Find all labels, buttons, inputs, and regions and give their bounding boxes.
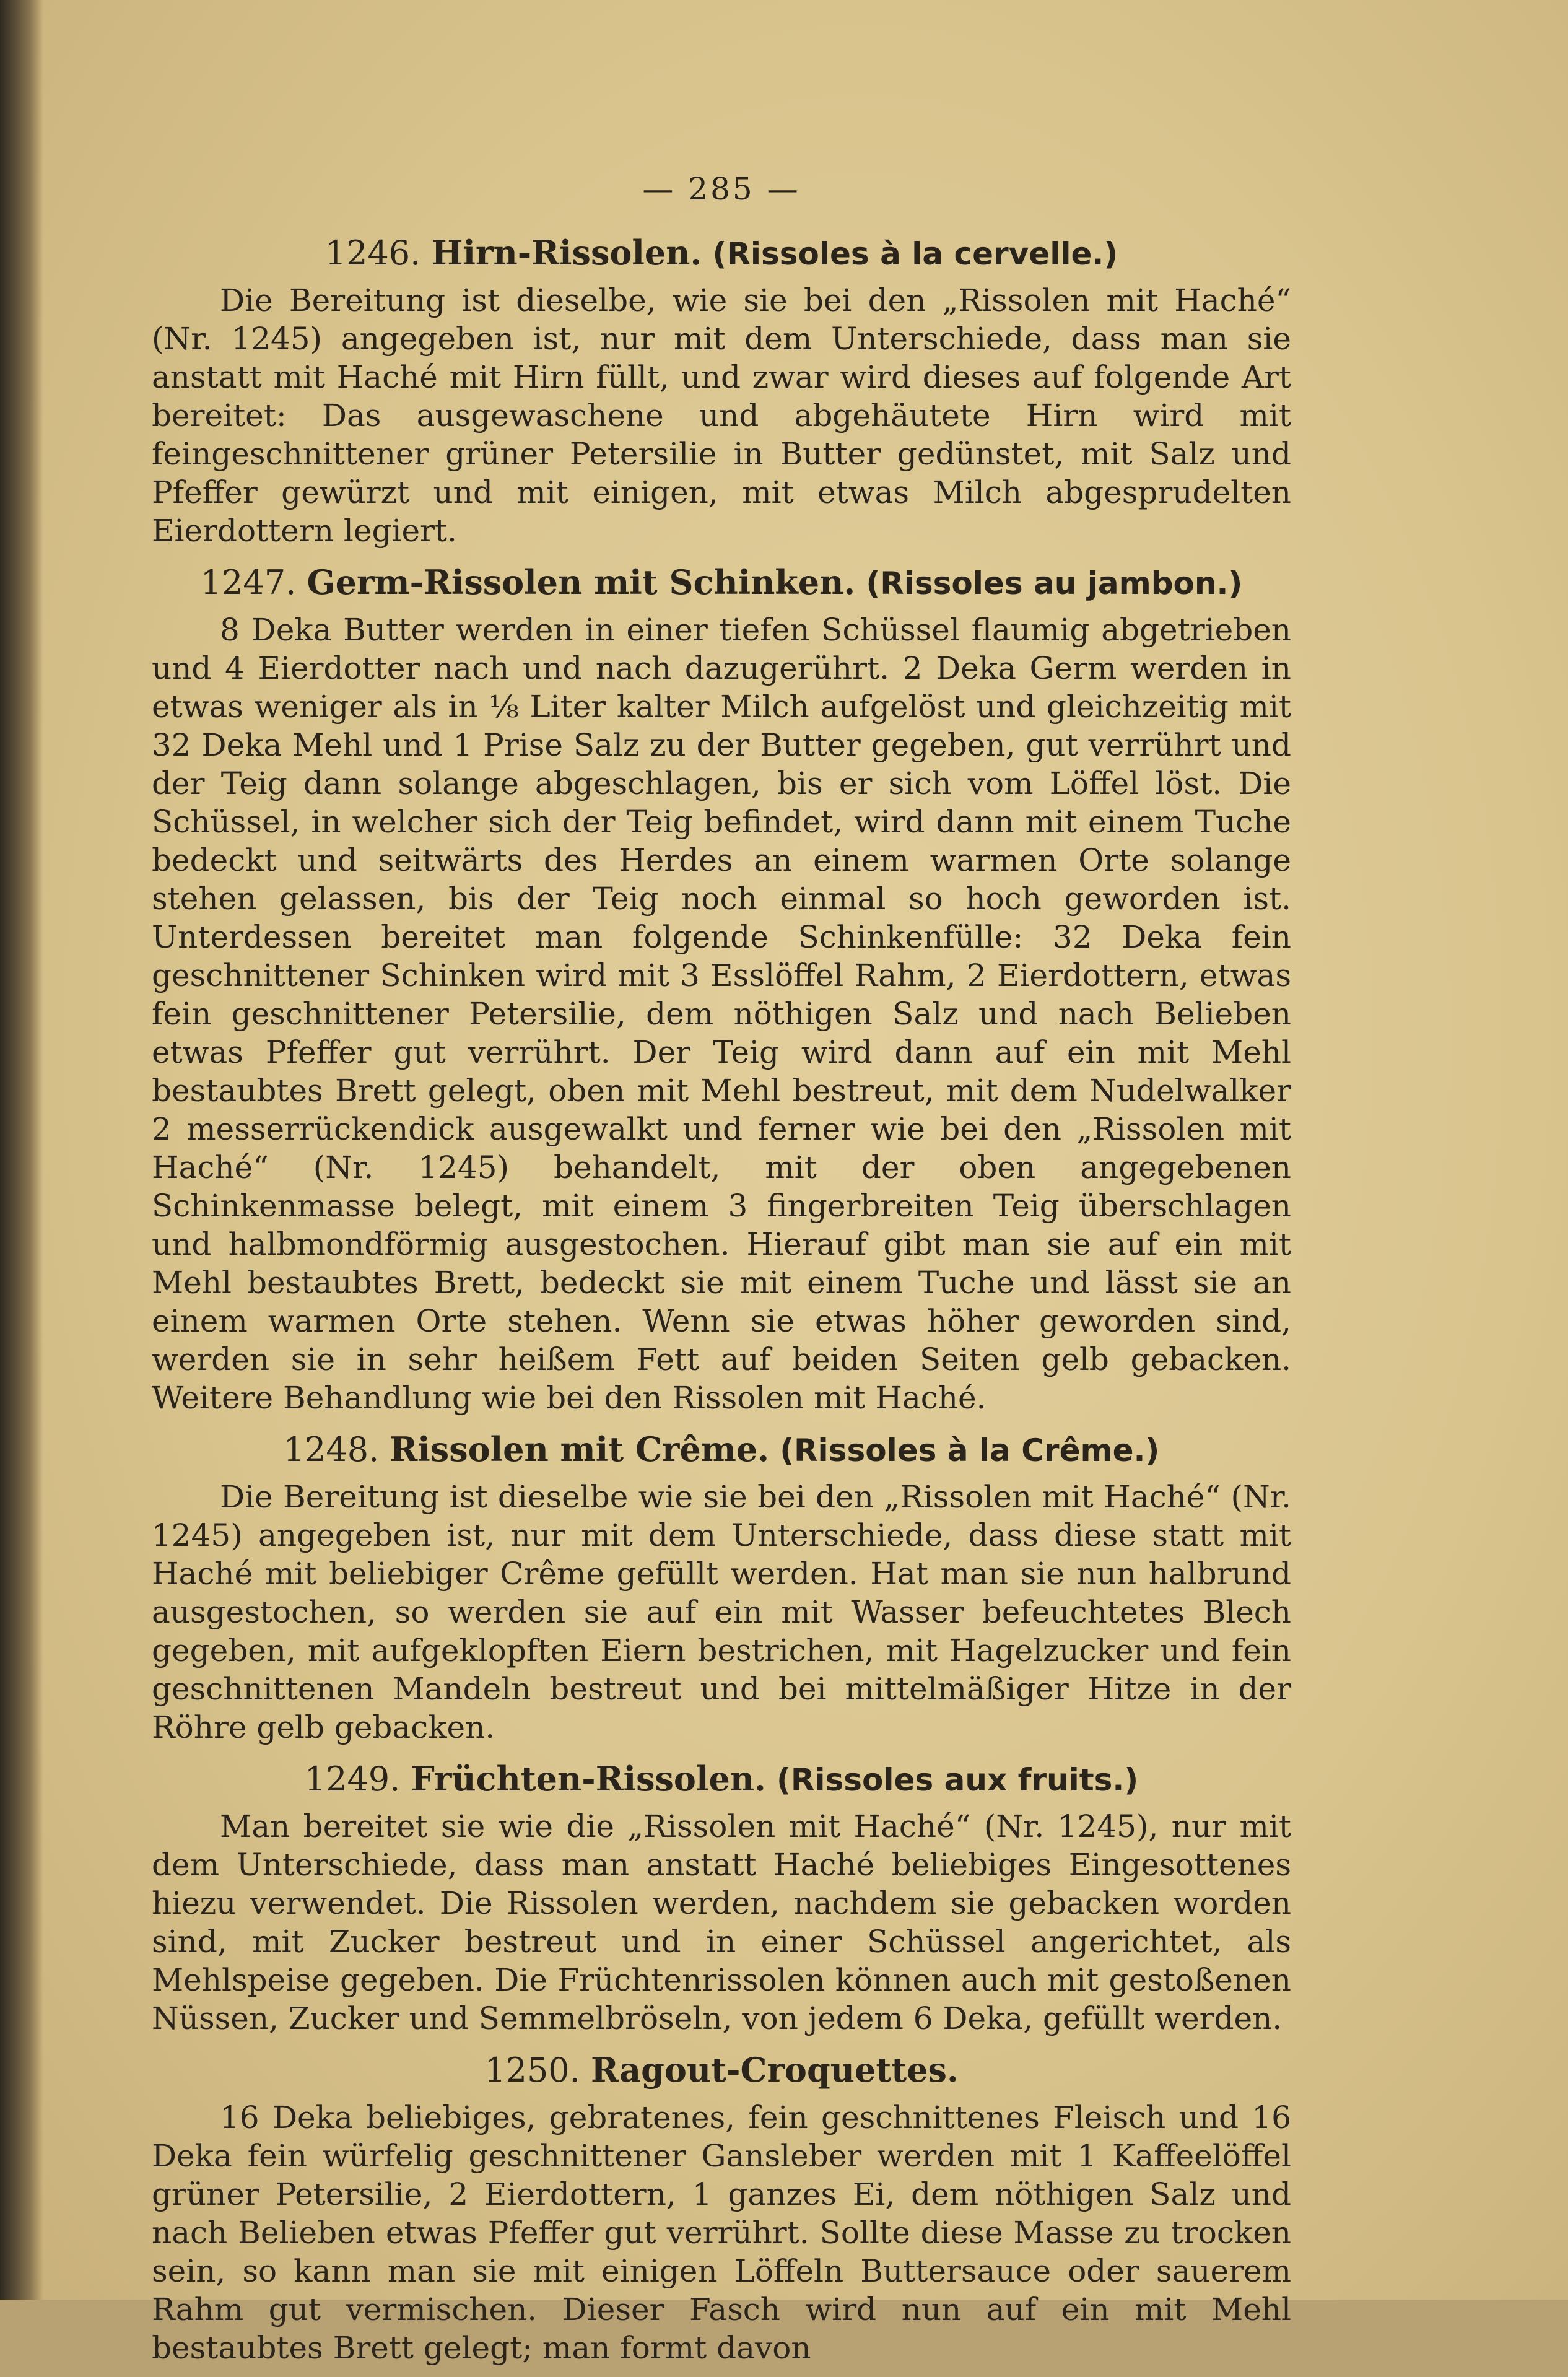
recipe-heading	[152, 560, 1291, 606]
recipe-1250	[152, 2048, 1291, 2367]
page-number: — 285 —	[642, 171, 801, 207]
book-binding-gutter	[0, 0, 43, 2300]
recipe-french-title: (Rissoles à la cervelle.)	[712, 236, 1118, 272]
recipe-title: Rissolen mit Crême.	[390, 1429, 770, 1469]
recipe-french-title: (Rissoles au jambon.)	[866, 565, 1243, 601]
recipe-heading	[152, 2048, 1291, 2093]
recipe-number: 1250.	[484, 2051, 580, 2090]
recipe-number: 1248.	[283, 1430, 380, 1469]
recipe-body: 16 Deka beliebiges, gebratenes, fein geschnittenes Fleisch und 16 Deka fein würfelig geschnittener Gansleber werden mit 1 Kaffeelöffel grüner Petersilie, 2 Eierdottern, 1 ganzes Ei, dem nöthigen Salz und nach Belieben etwas Pfeffer gut verrührt. Sollte diese Masse zu trocken sein, so kann man sie mit einigen Löffeln Buttersauce oder sauerem Rahm gut vermischen. Dieser Fasch wird nun auf ein mit Mehl bestaubtes Brett gelegt; man formt davon	[152, 2100, 1291, 2366]
text-block	[152, 167, 1291, 2377]
recipe-body: Die Bereitung ist dieselbe, wie sie bei den „Rissolen mit Haché“ (Nr. 1245) angegeben ist, nur mit dem Unterschiede, dass man sie anstatt mit Haché mit Hirn füllt, und zwar wird dieses auf folgende Art bereitet: Das ausgewaschene und abgehäutete Hirn wird mit feingeschnittener grüner Petersilie in Butter gedünstet, mit Salz und Pfeffer gewürzt und mit einigen, mit etwas Milch abgesprudelten Eierdottern legiert.	[152, 282, 1291, 549]
recipe-french-title: (Rissoles aux fruits.)	[777, 1762, 1139, 1798]
recipe-1249	[152, 1756, 1291, 2038]
recipe-heading	[152, 1427, 1291, 1473]
recipe-body: 8 Deka Butter werden in einer tiefen Schüssel flaumig abgetrieben und 4 Eierdotter nach und nach dazugerührt. 2 Deka Germ werden in etwas weniger als in ⅛ Liter kalter Milch aufgelöst und gleichzeitig mit 32 Deka Mehl und 1 Prise Salz zu der Butter gegeben, gut verrührt und der Teig dann solange abgeschlagen, bis er sich vom Löffel löst. Die Schüssel, in welcher sich der Teig befindet, wird dann mit einem Tuche bedeckt und seitwärts des Herdes an einem warmen Orte solange stehen gelassen, bis der Teig noch einmal so hoch geworden ist. Unterdessen bereitet man folgende Schinkenfülle: 32 Deka fein geschnittener Schinken wird mit 3 Esslöffel Rahm, 2 Eierdottern, etwas fein geschnittener Petersilie, dem nöthigen Salz und nach Belieben etwas Pfeffer gut verrührt. Der Teig wird dann auf ein mit Mehl bestaubtes Brett gelegt, oben mit Mehl bestreut, mit dem Nudelwalker 2 messerrückendick ausgewalkt und ferner wie bei den „Rissolen mit Haché“ (Nr. 1245) behandelt, mit der oben angegebenen Schinkenmasse belegt, mit einem 3 fingerbreiten Teig überschlagen und halbmondförmig ausgestochen. Hierauf gibt man sie auf ein mit Mehl bestaubtes Brett, bedeckt sie mit einem Tuche und lässt sie an einem warmen Orte stehen. Wenn sie etwas höher geworden sind, werden sie in sehr heißem Fett auf beiden Seiten gelb gebacken. Weitere Behandlung wie bei den Rissolen mit Haché.	[152, 612, 1291, 1416]
recipe-heading	[152, 230, 1291, 276]
recipe-title: Germ-Rissolen mit Schinken.	[307, 562, 856, 602]
recipe-title: Früchten-Rissolen.	[411, 1759, 766, 1799]
recipe-1248	[152, 1427, 1291, 1747]
recipe-number: 1247.	[200, 563, 297, 602]
recipe-number: 1246.	[324, 233, 421, 273]
recipe-title: Hirn-Rissolen.	[431, 233, 702, 273]
recipe-body: Die Bereitung ist dieselbe wie sie bei den „Rissolen mit Haché“ (Nr. 1245) angegeben ist, nur mit dem Unterschiede, dass diese statt mit Haché mit beliebiger Crême gefüllt werden. Hat man sie nun halbrund ausgestochen, so werden sie auf ein mit Wasser befeuchtetes Blech gegeben, mit aufgeklopften Eiern bestrichen, mit Hagelzucker und fein geschnittenen Mandeln bestreut und bei mittelmäßiger Hitze in der Röhre gelb gebacken.	[152, 1479, 1291, 1745]
recipe-1246	[152, 230, 1291, 550]
recipe-1247	[152, 560, 1291, 1417]
recipe-number: 1249.	[304, 1760, 401, 1799]
recipe-body: Man bereitet sie wie die „Rissolen mit Haché“ (Nr. 1245), nur mit dem Unterschiede, dass man anstatt Haché beliebiges Eingesottenes hiezu verwendet. Die Rissolen werden, nachdem sie gebacken worden sind, mit Zucker bestreut und in einer Schüssel angerichtet, als Mehlspeise gegeben. Die Früchtenrissolen können auch mit gestoßenen Nüssen, Zucker und Semmelbröseln, von jedem 6 Deka, gefüllt werden.	[152, 1808, 1291, 2036]
recipe-title: Ragout-Croquettes.	[591, 2050, 959, 2090]
recipe-heading	[152, 1756, 1291, 1802]
recipe-french-title: (Rissoles à la Crême.)	[780, 1433, 1160, 1468]
